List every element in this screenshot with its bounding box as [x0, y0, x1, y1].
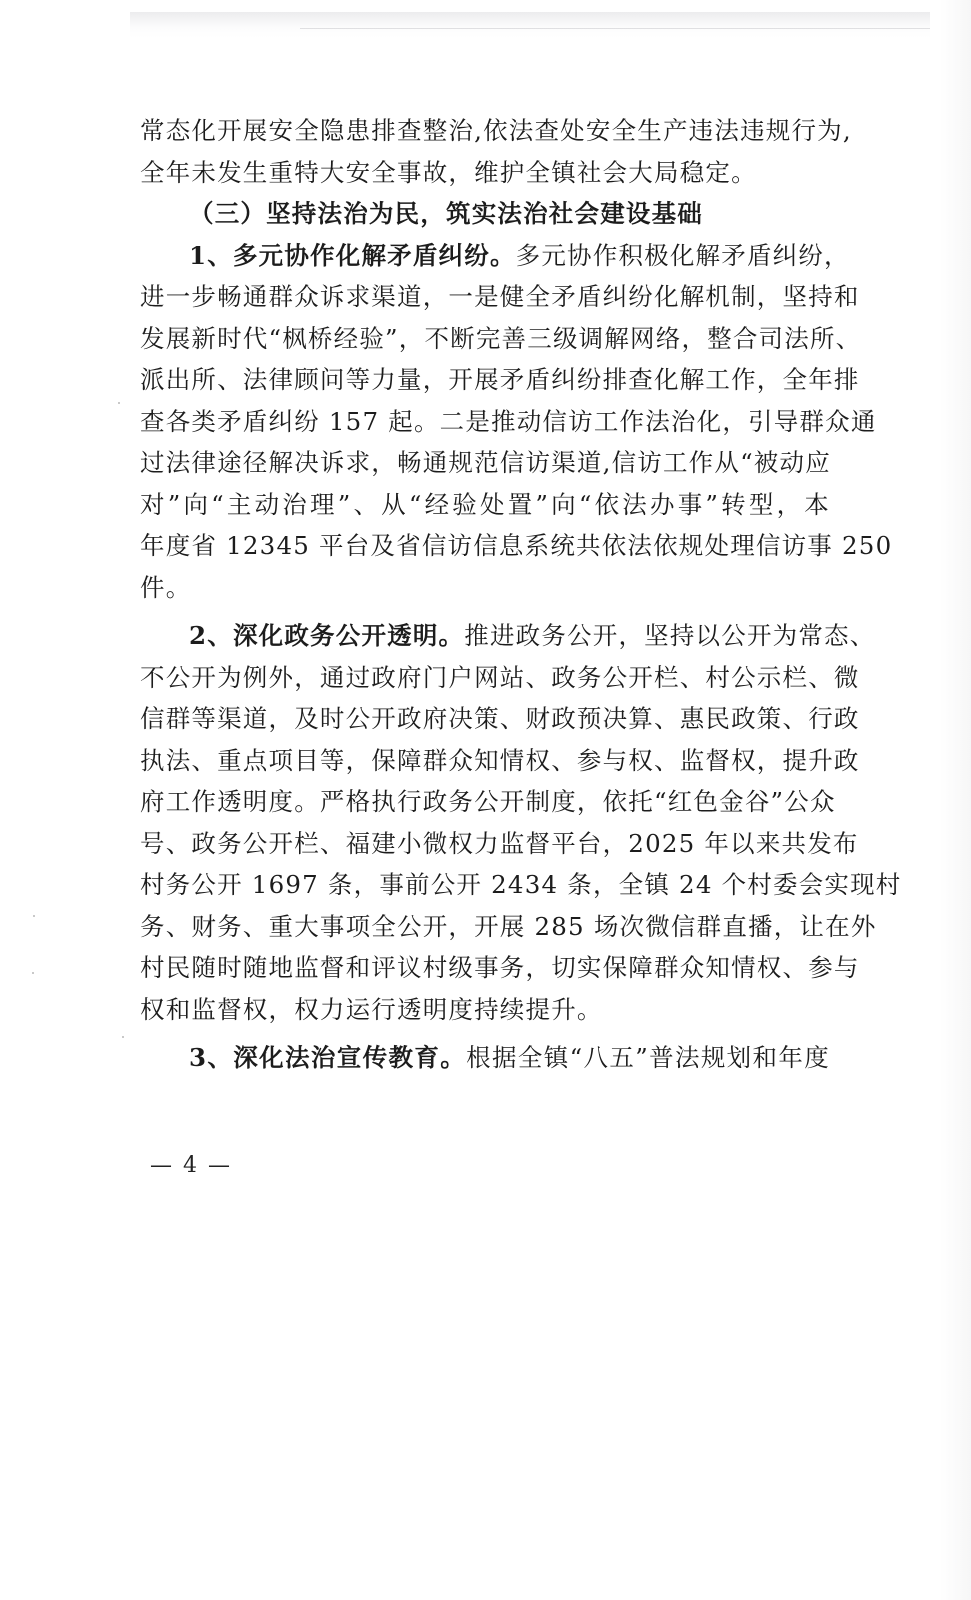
- item-heading: 2、深化政务公开透明。: [189, 621, 465, 650]
- item-text: 多元协作积极化解矛盾纠纷，: [515, 240, 850, 270]
- scan-shadow-right: [940, 0, 971, 1600]
- body-line: 年度省 12345 平台及省信访信息系统共依法依规处理信访事 250: [140, 531, 893, 560]
- body-line: 查各类矛盾纠纷 157 起。二是推动信访工作法治化，引导群众通: [140, 406, 877, 436]
- scan-shadow-top: [130, 12, 930, 38]
- scan-speck: [122, 1036, 124, 1038]
- body-line: 府工作透明度。严格执行政务公开制度，依托“红色金谷”公众: [140, 787, 836, 816]
- body-line: 对”向“主动治理”、从“经验处置”向“依法办事”转型，本: [140, 489, 830, 519]
- body-line: 件。: [140, 572, 192, 602]
- scan-line-top: [300, 28, 930, 29]
- item-first-line: [140, 1037, 830, 1079]
- body-line: 常态化开展安全隐患排查整治,依法查处安全生产违法违规行为,: [140, 116, 852, 145]
- body-line: 执法、重点项目等，保障群众知情权、参与权、监督权，提升政: [140, 745, 860, 775]
- item-text: 推进政务公开，坚持以公开为常态、: [464, 621, 876, 650]
- item-heading: 3、深化法治宣传教育。: [189, 1043, 467, 1072]
- body-line: 发展新时代“枫桥经验”，不断完善三级调解网络，整合司法所、: [140, 323, 862, 353]
- body-line: 村务公开 1697 条，事前公开 2434 条，全镇 24 个村委会实现村: [140, 870, 902, 899]
- body-line: 号、政务公开栏、福建小微权力监督平台，2025 年以来共发布: [140, 828, 859, 858]
- item-first-line: [140, 235, 850, 277]
- body-line: 务、财务、重大事项全公开，开展 285 场次微信群直播，让在外: [140, 911, 877, 941]
- item-text: 根据全镇“八五”普法规划和年度: [466, 1043, 830, 1072]
- body-line: 进一步畅通群众诉求渠道，一是健全矛盾纠纷化解机制，坚持和: [140, 282, 860, 311]
- body-line: 信群等渠道，及时公开政府决策、财政预决算、惠民政策、行政: [140, 704, 860, 733]
- body-line: 村民随时随地监督和评议村级事务，切实保障群众知情权、参与: [140, 953, 860, 982]
- section-heading: （三）坚持法治为民，筑实法治社会建设基础: [189, 199, 703, 228]
- page-number: — 4 —: [150, 1153, 232, 1178]
- body-line: 不公开为例外，通过政府门户网站、政务公开栏、村公示栏、微: [140, 662, 860, 692]
- document-body: [140, 110, 902, 1079]
- scan-speck: [32, 972, 34, 974]
- body-line: 权和监督权，权力运行透明度持续提升。: [140, 994, 603, 1024]
- item-first-line: [140, 615, 876, 657]
- item-heading: 1、多元协作化解矛盾纠纷。: [189, 240, 516, 270]
- body-line: 全年未发生重特大安全事故，维护全镇社会大局稳定。: [140, 157, 757, 187]
- scan-speck: [118, 402, 120, 404]
- body-line: 派出所、法律顾问等力量，开展矛盾纠纷排查化解工作，全年排: [140, 365, 860, 394]
- body-line: 过法律途径解决诉求，畅通规范信访渠道,信访工作从“被动应: [140, 448, 831, 477]
- scan-speck: [33, 915, 35, 917]
